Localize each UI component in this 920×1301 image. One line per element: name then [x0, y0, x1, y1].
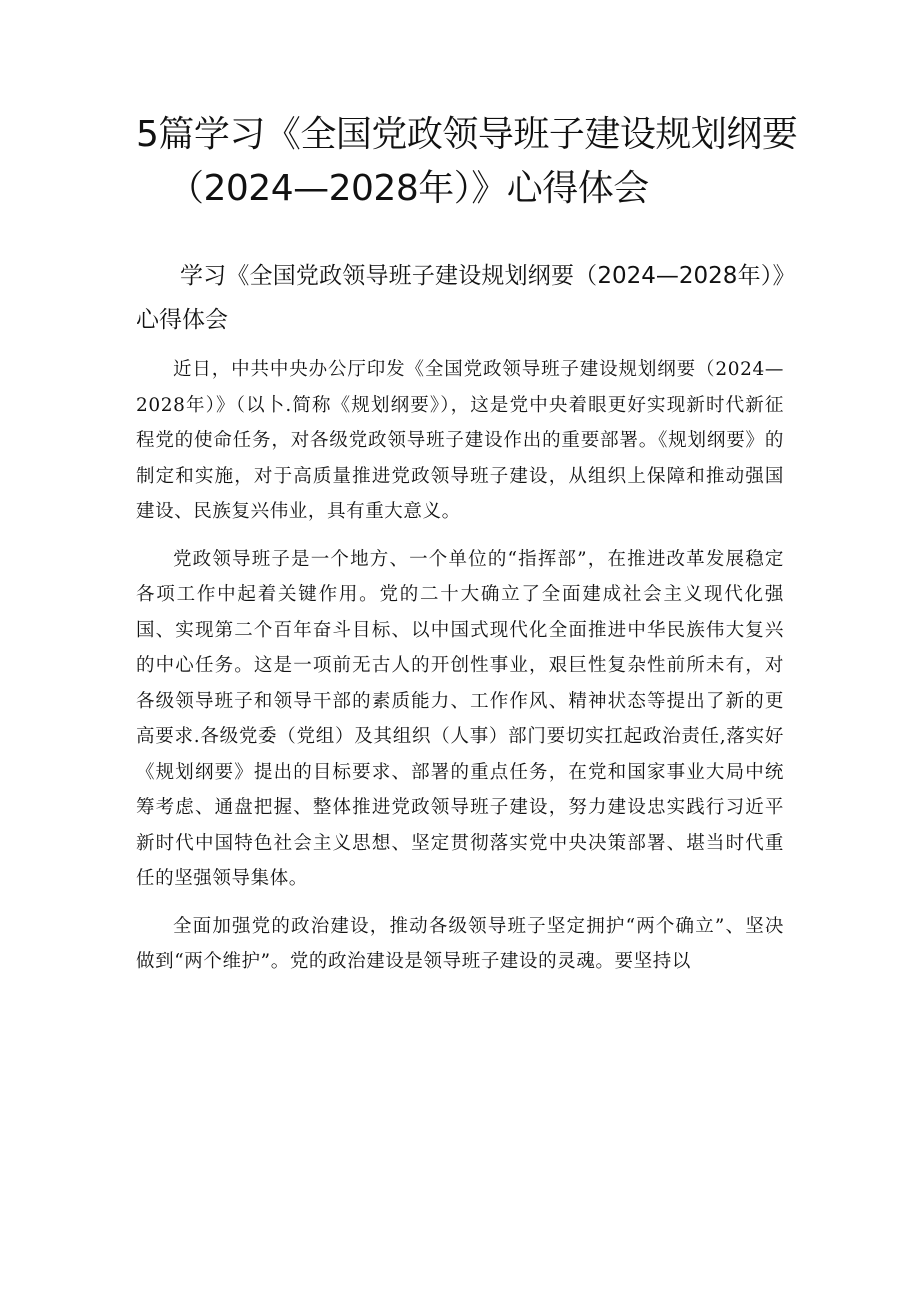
- document-title-line-1: 5篇学习《全国党政领导班子建设规划纲要: [136, 114, 798, 155]
- document-body: [136, 254, 784, 992]
- paragraph-3: 全面加强党的政治建设，推动各级领导班子坚定拥护“两个确立”、坚决做到“两个维护”。党的政治建设是领导班子建设的灵魂。要坚持以: [136, 915, 784, 972]
- paragraph-1: 近日，中共中央办公厅印发《全国党政领导班子建设规划纲要（2024—2028年）》（以卜.简称《规划纲要》），这是党中央着眼更好实现新时代新征程党的使命任务，对各级党政领导班子建设作出的重要部署。《规划纲要》的制定和实施，对于高质量推进党政领导班子建设，从组织上保障和推动强国建设、民族复兴伟业，具有重大意义。: [136, 359, 784, 522]
- document-title-line-2: （2024—2028年）》心得体会: [168, 168, 649, 209]
- paragraph-2: 党政领导班子是一个地方、一个单位的“指挥部”，在推进改革发展稳定各项工作中起着关键作用。党的二十大确立了全面建成社会主义现代化强国、实现第二个百年奋斗目标、以中国式现代化全面推进中华民族伟大复兴的中心任务。这是一项前无古人的开创性事业，艰巨性复杂性前所未有，对各级领导班子和领导干部的素质能力、工作作风、精神状态等提出了新的更高要求.各级党委（党组）及其组织（人事）部门要切实扛起政治责任,落实好《规划纲要》提出的目标要求、部署的重点任务，在党和国家事业大局中统筹考虑、通盘把握、整体推进党政领导班子建设，努力建设忠实践行习近平新时代中国特色社会主义思想、坚定贯彻落实党中央决策部署、堪当时代重任的坚强领导集体。: [136, 548, 784, 889]
- article-subtitle: 学习《全国党政领导班子建设规划纲要（2024—2028年）》心得体会: [136, 263, 784, 333]
- document-title: [136, 108, 856, 216]
